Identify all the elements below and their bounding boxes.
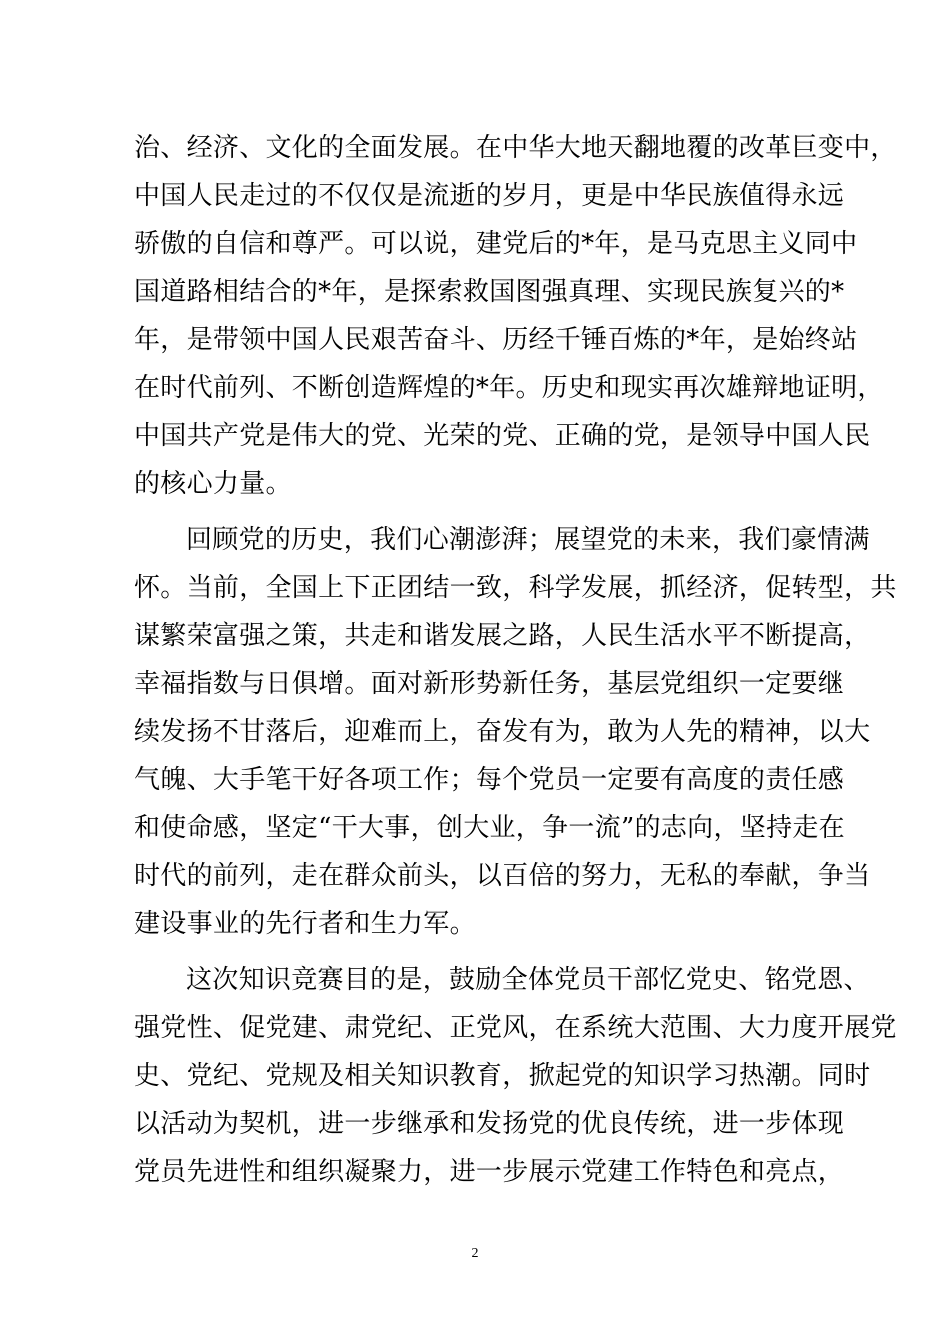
body-text — [134, 124, 897, 1196]
text-line: 建设事业的先行者和生力军。 — [134, 909, 476, 939]
text-line: 怀。当前，全国上下正团结一致，科学发展，抓经济，促转型，共 — [134, 573, 897, 603]
paragraph-3 — [134, 956, 897, 1196]
text-line: 中国人民走过的不仅仅是流逝的岁月，更是中华民族值得永远 — [134, 181, 845, 211]
text-line: 这次知识竞赛目的是，鼓励全体党员干部忆党史、铭党恩、 — [186, 965, 870, 995]
paragraph-2 — [134, 516, 897, 948]
paragraph-1 — [134, 124, 897, 508]
text-line: 和使命感，坚定“干大事，创大业，争一流”的志向，坚持走在 — [134, 813, 845, 843]
text-line: 幸福指数与日俱增。面对新形势新任务，基层党组织一定要继 — [134, 669, 845, 699]
text-line: 回顾党的历史，我们心潮澎湃；展望党的未来，我们豪情满 — [186, 525, 870, 555]
text-line: 的核心力量。 — [134, 469, 292, 499]
text-line: 在时代前列、不断创造辉煌的*年。历史和现实再次雄辩地证明， — [134, 373, 884, 403]
text-line: 中国共产党是伟大的党、光荣的党、正确的党，是领导中国人民 — [134, 421, 871, 451]
text-line: 续发扬不甘落后，迎难而上，奋发有为，敢为人先的精神，以大 — [134, 717, 871, 747]
page-number: 2 — [471, 1246, 479, 1261]
text-line: 以活动为契机，进一步继承和发扬党的优良传统，进一步体现 — [134, 1109, 845, 1139]
text-line: 气魄、大手笔干好各项工作；每个党员一定要有高度的责任感 — [134, 765, 845, 795]
text-line: 谋繁荣富强之策，共走和谐发展之路，人民生活水平不断提高， — [134, 621, 871, 651]
text-line: 年，是带领中国人民艰苦奋斗、历经千锤百炼的*年，是始终站 — [134, 325, 858, 355]
text-line: 强党性、促党建、肃党纪、正党风，在系统大范围、大力度开展党 — [134, 1013, 897, 1043]
text-line: 党员先进性和组织凝聚力，进一步展示党建工作特色和亮点， — [134, 1157, 845, 1187]
text-line: 治、经济、文化的全面发展。在中华大地天翻地覆的改革巨变中， — [134, 133, 897, 163]
text-line: 时代的前列，走在群众前头，以百倍的努力，无私的奉献，争当 — [134, 861, 871, 891]
text-line: 史、党纪、党规及相关知识教育，掀起党的知识学习热潮。同时 — [134, 1061, 871, 1091]
text-line: 骄傲的自信和尊严。可以说，建党后的*年，是马克思主义同中 — [134, 229, 858, 259]
text-line: 国道路相结合的*年，是探索救国图强真理、实现民族复兴的* — [134, 277, 845, 307]
